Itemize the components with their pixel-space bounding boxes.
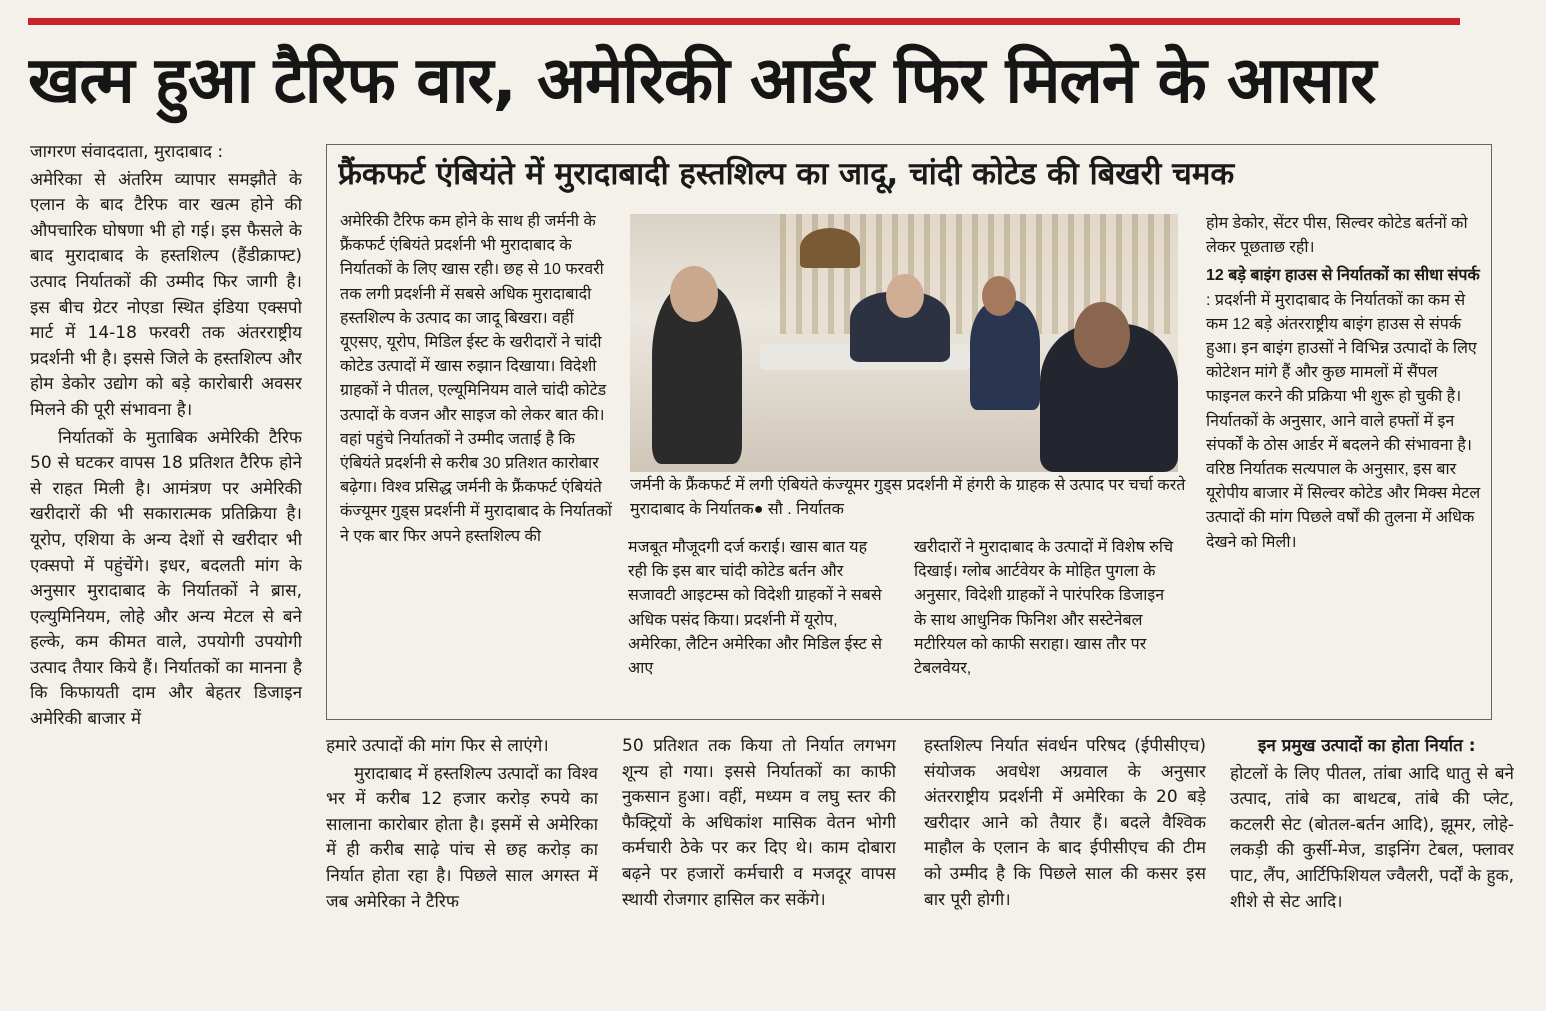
person-head-shape — [886, 274, 924, 318]
person-head-shape — [670, 266, 718, 322]
box-col4-top: होम डेकोर, सेंटर पीस, सिल्वर कोटेड बर्तनों को लेकर पूछताछ रही। — [1206, 215, 1468, 257]
bottom-column-1 — [326, 734, 598, 1010]
lamp-shape — [800, 228, 860, 268]
bottom-col4-heading: इन प्रमुख उत्पादों का होता निर्यात : — [1258, 736, 1476, 756]
bottom-col2: 50 प्रतिशत तक किया तो निर्यात लगभग शून्य हो गया। इससे निर्यातकों का काफी नुकसान हुआ। वहीं, मध्यम व लघु स्तर की फैक्ट्रियों के अधिकांश मासिक वेतन भोगी कर्मचारी ठेके पर कर दिए थे। काम दोबारा बढ़ने पर हजारों कर्मचारी व मजदूर वापस स्थायी रोजगार हासिल कर सकेंगे। — [622, 736, 896, 910]
bottom-column-4 — [1230, 734, 1514, 1010]
bottom-col4: होटलों के लिए पीतल, तांबा आदि धातु से बने उत्पाद, तांबे का बाथटब, तांबे की प्लेट, कटलरी सेट (बोतल-बर्तन आदि), झूमर, लोहे-लकड़ी की कुर्सी-मेज, डाइनिंग टेबल, फ्लावर पाट, लैंप, आर्टिफिशियल ज्वैलरी, पर्दों के हुक, शीशे से सेट आदि। — [1230, 763, 1514, 912]
box-column-1 — [340, 210, 618, 688]
top-red-rule — [28, 18, 1460, 25]
left-column — [30, 140, 302, 1010]
left-para-2: निर्यातकों के मुताबिक अमेरिकी टैरिफ 50 से घटकर वापस 18 प्रतिशत टैरिफ होने से राहत मिली है। आमंत्रण पर अमेरिकी खरीदारों की भी सकारात्मक प्रतिक्रिया है। यूरोप, एशिया के अन्य देशों से खरीदार भी एक्सपो में पहुंचेंगे। इधर, बदलती मांग के अनुसार मुरादाबाद के निर्यातकों ने ब्रास, एल्युमिनियम, लोहे और अन्य मेटल से बने हल्के, कम कीमत वाले, उपयोगी उपयोगी उत्पाद तैयार किये हैं। निर्यातकों का मानना है कि किफायती दाम और बेहतर डिजाइन अमेरिकी बाजार में — [30, 427, 302, 730]
box-col1-text: अमेरिकी टैरिफ कम होने के साथ ही जर्मनी के फ्रैंकफर्ट एंबियंते प्रदर्शनी भी मुरादाबाद के निर्यातकों के लिए खास रही। छह से 10 फरवरी तक लगी प्रदर्शनी में सबसे अधिक मुरादाबादी हस्तशिल्प के उत्पाद का जादू बिखरा। वहीं यूएसए, यूरोप, मिडिल ईस्ट के खरीदारों ने चांदी कोटेड उत्पादों में खास रुझान दिखाया। विदेशी ग्राहकों ने पीतल, एल्यूमिनियम वाले चांदी कोटेड उत्पादों के वजन और साइज को लेकर बात की। वहां पहुंचे निर्यातकों ने उम्मीद जताई है कि एंबियंते प्रदर्शनी से करीब 30 प्रतिशत कारोबार बढ़ेगा। विश्व प्रसिद्ध जर्मनी के फ्रैंकफर्ट एंबियंते कंज्यूमर गुड्स प्रदर्शनी में मुरादाबाद के निर्यातकों ने एक बार फिर अपने हस्तशिल्प की — [340, 213, 612, 545]
box-col2-text: मजबूत मौजूदगी दर्ज कराई। खास बात यह रही कि इस बार चांदी कोटेड बर्तन और सजावटी आइटम्स को विदेशी ग्राहकों ने सबसे अधिक पसंद किया। प्रदर्शनी में यूरोप, अमेरिका, लैटिन अमेरिका और मिडिल ईस्ट से आए — [628, 539, 883, 678]
person-head-shape — [982, 276, 1016, 316]
bottom-column-2 — [622, 734, 896, 1010]
bottom-col1-a: हमारे उत्पादों की मांग फिर से लाएंगे। — [326, 736, 549, 756]
box-col4-rest: : प्रदर्शनी में मुरादाबाद के निर्यातकों का कम से कम 12 बड़े अंतरराष्ट्रीय बाइंग हाउस से संपर्क हुआ। इन बाइंग हाउसों ने विभिन्न उत्पादों के लिए कोटेशन मांगे हैं और कुछ मामलों में सैंपल फाइनल करने की प्रक्रिया भी शुरू हो चुकी है। निर्यातकों के अनुसार, आने वाले हफ्तों में इन संपर्कों के ठोस आर्डर में बदलने की संभावना है। वरिष्ठ निर्यातक सत्यपाल के अनुसार, इस बार यूरोपीय बाजार में सिल्वर कोटेड और मिक्स मेटल उत्पादों की मांग पिछले वर्षों की तुलना में अधिक देखने को मिली। — [1206, 291, 1481, 551]
person-head-shape — [1074, 302, 1130, 368]
bottom-col3: हस्तशिल्प निर्यात संवर्धन परिषद (ईपीसीएच) संयोजक अवधेश अग्रवाल के अनुसार अंतरराष्ट्रीय प्रदर्शनी में अमेरिका के 20 बड़े खरीदार आने को तैयार हैं। बदले वैश्विक माहौल के एलान के बाद ईपीसीएच की टीम को उम्मीद है कि पिछले साल की कसर इस बार पूरी होगी। — [924, 736, 1206, 910]
photo-caption: जर्मनी के फ्रैंकफर्ट में लगी एंबियंते कंज्यूमर गुड्स प्रदर्शनी में हंगरी के ग्राहक से उत्पाद पर चर्चा करते मुरादाबाद के निर्यातक● सौ . निर्यातक — [630, 477, 1186, 518]
bottom-column-3 — [924, 734, 1206, 1010]
exhibition-photo — [630, 214, 1178, 472]
person-shape — [970, 300, 1040, 410]
box-subheadline: फ्रैंकफर्ट एंबियंते में मुरादाबादी हस्तशिल्प का जादू, चांदी कोटेड की बिखरी चमक — [338, 156, 1235, 192]
box-col3-text: खरीदारों ने मुरादाबाद के उत्पादों में विशेष रुचि दिखाई। ग्लोब आर्टवेयर के मोहित पुगला के अनुसार, विदेशी ग्राहकों ने पारंपरिक डिजाइन के साथ आधुनिक फिनिश और सस्टेनेबल मटीरियल को काफी सराहा। खास तौर पर टेबलवेयर, — [914, 539, 1174, 678]
bottom-col1-b: मुरादाबाद में हस्तशिल्प उत्पादों का विश्व भर में करीब 12 हजार करोड़ रुपये का सालाना कारोबार होता है। इसमें से अमेरिका में ही करीब साढ़े पांच से छह करोड़ का निर्यात होता रहा है। पिछले साल अगस्त में जब अमेरिका ने टैरिफ — [326, 763, 598, 912]
box-column-2 — [628, 536, 890, 706]
box-column-4 — [1206, 212, 1482, 702]
page-headline: खत्म हुआ टैरिफ वार, अमेरिकी आर्डर फिर मिलने के आसार — [28, 44, 1376, 118]
left-para-1: अमेरिका से अंतरिम व्यापार समझौते के एलान के बाद टैरिफ वार खत्म होने की औपचारिक घोषणा भी हो गई। इस फैसले के बाद मुरादाबाद के हस्तशिल्प (हैंडीक्राफ्ट) उत्पाद निर्यातकों की उम्मीद फिर जागी है। इस बीच ग्रेटर नोएडा स्थित इंडिया एक्सपो मार्ट में 14-18 फरवरी तक अंतरराष्ट्रीय प्रदर्शनी भी है। इससे जिले के हस्तशिल्प और होम डेकोर उद्योग को बड़े कारोबारी अवसर मिलने की पूरी संभावना है। — [30, 169, 302, 420]
box-col4-heading: 12 बड़े बाइंग हाउस से निर्यातकों का सीधा संपर्क — [1206, 267, 1480, 285]
byline: जागरण संवाददाता, मुरादाबाद : — [30, 142, 224, 162]
box-column-3 — [914, 536, 1180, 706]
